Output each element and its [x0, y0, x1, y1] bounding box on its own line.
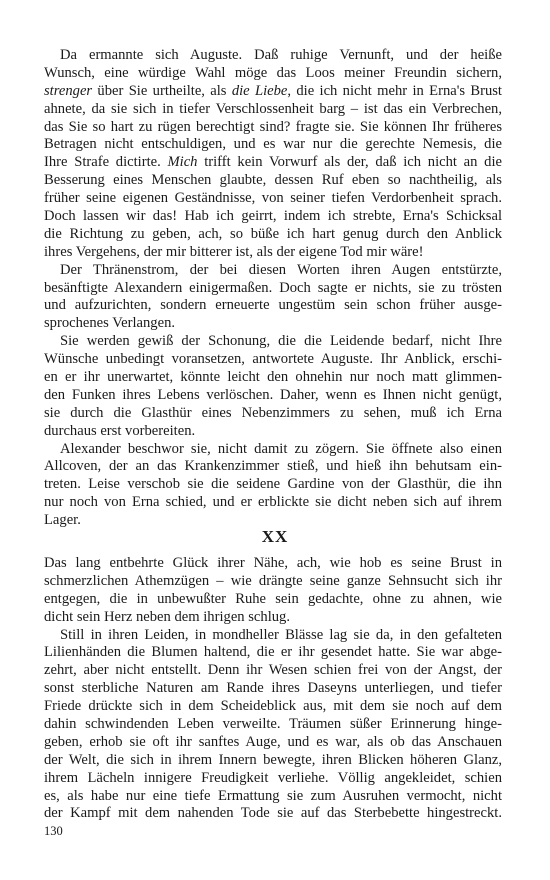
chapter-heading: XX [261, 527, 289, 546]
text-line: geben, erhob sie oft ihr sanftes Auge, und es war, als ob das Anschauen [44, 733, 502, 750]
text-line: das Sie so hart zu rügen berechtigt sind? fragte sie. Sie können Ihr früheres [44, 118, 502, 135]
text-line: sonst sterbliche Naturen am Rande ihres Daseyns unterliegen, und tiefer [44, 680, 502, 697]
text-line: Besserung eines Menschen glaubte, dessen Ruf eben so nachtheilig, als [44, 172, 502, 189]
text-line: Friede drückte sich in dem Scheideblick aus, mit dem sie noch auf dem [44, 698, 502, 715]
text-line: schmerzlichen Athemzügen – wie drängte seine ganze Sehnsucht sich ihr [44, 572, 502, 589]
text-line: Wünsche unbedingt voransetzen, antwortete Auguste. Ihr Anblick, erschi- [44, 351, 502, 368]
text-line: ihres Vergehens, der mir bitterer ist, als der eigene Tod mir wäre! [44, 243, 424, 260]
text-line: dahin schwindenden Leben verweilte. Träumen süßer Erinnerung hinge- [44, 716, 502, 733]
text-line: Alexander beschwor sie, nicht damit zu zögern. Sie öffnete also einen [60, 440, 502, 457]
text-line: besänftigte Alexandern einigermaßen. Doch sagte er nichts, sie zu trösten [44, 279, 502, 296]
text-line: dicht sein Herz neben dem ihrigen schlug. [44, 608, 290, 625]
text-line: Lilienhänden die Blumen haltend, die er ihr gesendet hatte. Sie war abge- [44, 644, 502, 661]
text-line: treten. Leise verschob sie die seidene Gardine von der Glasthür, die ihn [44, 476, 502, 493]
text-line: die Richtung zu geben, ach, so büße ich hart genug durch den Anblick [44, 225, 502, 242]
text-line: Doch lassen wir das! Hab ich geirrt, indem ich strebte, Erna's Schicksal [44, 208, 502, 225]
page-number: 130 [44, 824, 63, 838]
text-line: ihrem Lächeln innigere Freudigkeit verliehe. Völlig angekleidet, schien [44, 769, 502, 786]
text-line: Ihre Strafe dictirte. Mich trifft kein Vorwurf als der, daß ich nicht an die [44, 154, 502, 171]
bottom-text-block [44, 555, 502, 823]
text-line: strenger über Sie urtheilte, als die Liebe, die ich nicht mehr in Erna's Brust [44, 82, 502, 99]
text-line: Betragen nicht entschuldigen, und es war nur die gerechte Nemesis, die [44, 136, 502, 153]
text-line: sprochenes Verlangen. [44, 315, 176, 332]
text-line: Das lang entbehrte Glück ihrer Nähe, ach, wie hob es seine Brust in [44, 555, 502, 571]
text-line: nur noch von Erna schied, und er erblickte sie dicht neben sich auf ihrem [44, 494, 502, 511]
top-text-block [44, 47, 502, 530]
text-line: Still in ihren Leiden, in mondheller Blässe lag sie da, in den gefalteten [60, 626, 502, 643]
text-line: früher seine eigenen Geständnisse, von seiner tiefen Verdorbenheit sprach. [44, 190, 502, 207]
text-line: ahnete, da sie sich in tiefer Verschlossenheit barg – ist das ein Verbrechen, [44, 100, 502, 117]
text-line: Allcoven, der an das Krankenzimmer stieß, und hieß ihn behutsam ein- [44, 458, 502, 475]
text-line: durchaus erst vorbereiten. [44, 422, 196, 439]
text-line: entgegen, die in unbewußter Ruhe sein gedachte, ohne zu ahnen, wie [44, 590, 502, 607]
text-line: Der Thränenstrom, der bei diesen Worten ihren Augen entstürzte, [60, 261, 502, 278]
text-line: Wunsch, eine würdige Wahl möge das Loos meiner Freundin sichern, [44, 64, 502, 81]
text-line: der Kampf mit dem nahenden Tode sie auf das Sterbebette hingestreckt. [44, 805, 502, 822]
text-line: es, als habe nur eine tiefe Ermattung sie zum Ausruhen vermocht, nicht [44, 787, 502, 804]
text-line: den Funken ihres Lebens verlöschen. Daher, wenn es Ihnen nicht genügt, [44, 386, 502, 403]
text-line: en er ihr unerwartet, könnte leicht den ohnehin nur noch matt glimmen- [44, 369, 502, 386]
text-line: Da ermannte sich Auguste. Daß ruhige Vernunft, und der heiße [60, 47, 502, 63]
text-line: und aufzurichten, sondern erneuerte ungestüm sein schon früher ausge- [44, 297, 502, 314]
text-line: der Welt, die sich in ihrem Innern bewegte, ihren Blicken höheren Glanz, [44, 751, 502, 768]
text-line: Sie werden gewiß der Schonung, die die Leidende bedarf, nicht Ihre [60, 333, 502, 350]
text-line: zehrt, aber nicht entstellt. Denn ihr Wesen schien frei von der Angst, der [44, 662, 502, 679]
text-line: Lager. [44, 512, 81, 529]
text-line: sie durch die Glasthür eines Nebenzimmers zu sehen, muß ich Erna [44, 404, 502, 421]
